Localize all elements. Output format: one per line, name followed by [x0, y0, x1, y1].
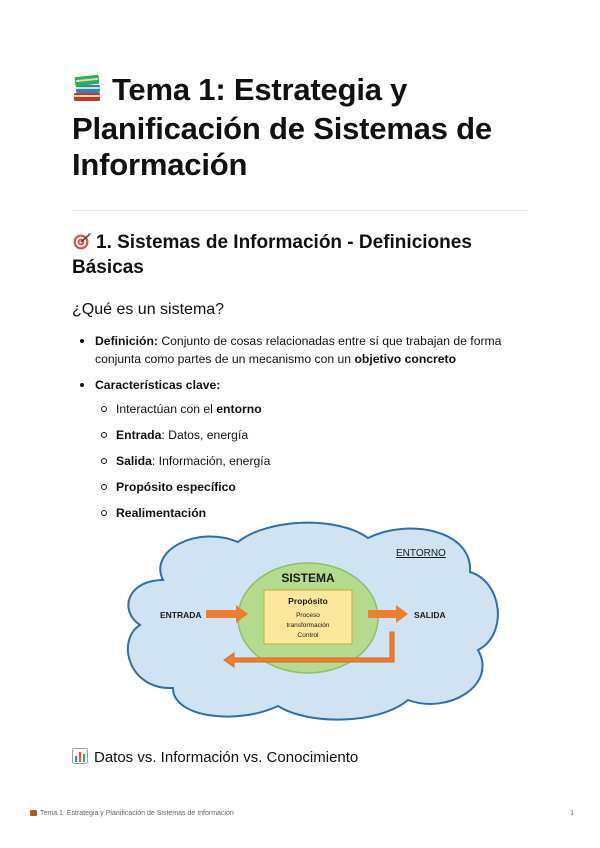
system-diagram-svg	[118, 520, 504, 722]
section-heading	[72, 231, 528, 279]
sub-list	[95, 400, 528, 522]
page-title-text: Tema 1: Estrategia y Planificación de Sistemas de Información	[72, 72, 492, 182]
list-item: Realimentación	[95, 504, 528, 522]
list-item: Propósito específico	[95, 478, 528, 496]
list-item: Salida: Información, energía	[95, 452, 528, 470]
transformacion-label: transformación	[286, 622, 330, 629]
page-title	[72, 72, 528, 183]
section-heading-2-text: Datos vs. Información vs. Conocimiento	[94, 749, 359, 766]
page-number: 1	[570, 810, 574, 817]
sistema-label: SISTEMA	[281, 571, 335, 585]
proposito-label: Propósito	[288, 596, 328, 606]
entorno-label: ENTORNO	[396, 548, 446, 559]
books-icon	[30, 810, 37, 816]
salida-label: SALIDA	[414, 610, 446, 620]
bullet-list	[72, 332, 528, 522]
proceso-label: Proceso	[296, 612, 320, 619]
footer-title: Tema 1: Estrategia y Planificación de Sistemas de Información	[30, 810, 234, 817]
section-heading-2	[72, 748, 358, 770]
entrada-label: ENTRADA	[160, 610, 202, 620]
divider	[72, 210, 528, 211]
subheading: ¿Qué es un sistema?	[72, 301, 225, 318]
list-item: Entrada: Datos, energía	[95, 426, 528, 444]
list-item-caracteristicas: Características clave: Interactúan con el entorno Entrada: Datos, energía Salida: Información, energía Propósito específico Realimentación	[72, 376, 528, 522]
page-footer	[30, 810, 574, 817]
list-item: Interactúan con el entorno	[95, 400, 528, 418]
system-diagram	[118, 520, 504, 727]
document-page	[72, 72, 528, 530]
list-item-definicion: Definición: Conjunto de cosas relacionadas entre sí que trabajan de forma conjunta como partes de un mecanismo con un objetivo concreto	[72, 332, 528, 368]
target-icon	[72, 232, 92, 256]
bar-chart-icon	[72, 748, 88, 770]
section-heading-text: 1. Sistemas de Información - Definiciones Básicas	[72, 232, 472, 278]
books-icon	[72, 73, 104, 111]
control-label: Control	[297, 632, 319, 639]
